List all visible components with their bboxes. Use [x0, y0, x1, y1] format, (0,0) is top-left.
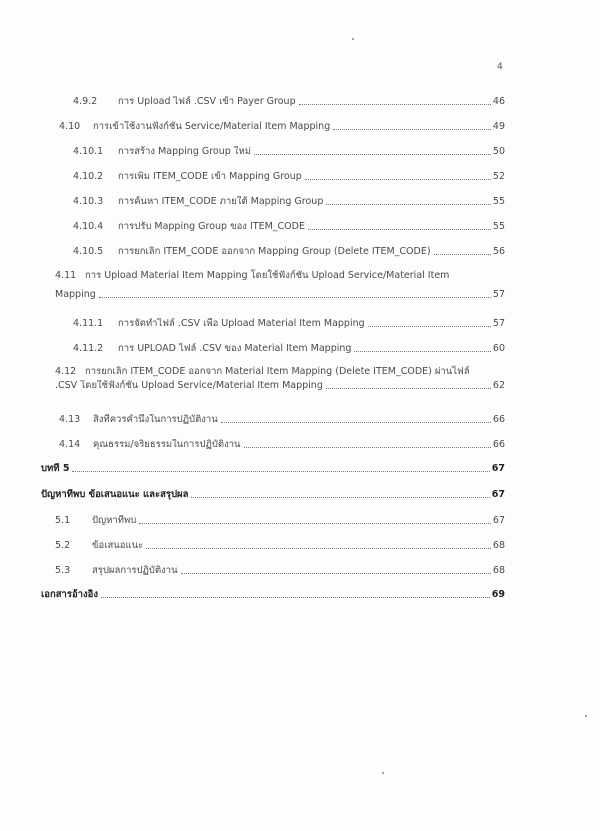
dot-leader	[139, 523, 491, 524]
toc-entry-number: 4.14	[59, 439, 81, 450]
toc-entry-number: 4.10.2	[73, 171, 104, 182]
toc-entry	[41, 463, 505, 475]
scan-speck	[352, 38, 354, 40]
toc-entry	[55, 364, 505, 392]
toc-entry-title: การปรับ Mapping Group ของ ITEM_CODE	[118, 221, 305, 232]
toc-entry-number: 4.10.4	[73, 221, 104, 232]
dot-leader	[254, 154, 491, 155]
toc-entry-page: 69	[491, 589, 505, 600]
toc-entry-page: 55	[492, 196, 505, 207]
toc-entry	[59, 414, 505, 426]
toc-entry	[73, 196, 505, 208]
toc-entry-page: 50	[492, 146, 505, 157]
toc-entry-title: การยกเลิก ITEM_CODE ออกจาก Mapping Group (Delete ITEM_CODE)	[118, 246, 431, 257]
toc-chapter-title: บทที่ 5	[41, 463, 70, 474]
toc-entry-page: 46	[492, 96, 505, 107]
dot-leader	[305, 179, 491, 180]
toc-entry-number: 5.1	[55, 515, 71, 526]
toc-entry-title: การ UPLOAD ไฟล์ .CSV ของ Material Item Mapping	[118, 343, 352, 354]
toc-entry-number: 4.10.3	[73, 196, 104, 207]
toc-entry-page: 57	[492, 289, 505, 300]
toc-entry	[41, 489, 505, 501]
toc-entry-title: ปัญหาที่พบ	[92, 515, 137, 526]
toc-entry	[55, 268, 505, 301]
toc-entry-title-line-1: การ Upload Material Item Mapping โดยใช้ฟังก์ชัน Upload Service/Material Item	[85, 270, 450, 281]
toc-entry-title: ข้อเสนอแนะ	[92, 540, 144, 551]
dot-leader	[72, 471, 489, 472]
toc-entry-number: 4.13	[59, 414, 81, 425]
toc-entry-title: การเพิ่ม ITEM_CODE เข้า Mapping Group	[118, 171, 302, 182]
toc-entry-number: 4.10.1	[73, 146, 104, 157]
dot-leader	[333, 129, 491, 130]
toc-entry-number: 5.2	[55, 540, 71, 551]
scan-speck	[585, 715, 587, 717]
toc-entry	[59, 121, 505, 133]
toc-entry-page: 68	[492, 540, 505, 551]
toc-entry	[55, 515, 505, 527]
toc-entry-page: 52	[492, 171, 505, 182]
scan-speck	[382, 772, 384, 774]
toc-entry-title: คุณธรรม/จริยธรรมในการปฏิบัติงาน	[93, 439, 241, 450]
toc-entry	[73, 96, 505, 108]
dot-leader	[368, 326, 491, 327]
toc-entry-number: 4.12	[55, 366, 77, 377]
toc-entry-title: การจัดทำไฟล์ .CSV เพื่อ Upload Material Item Mapping	[118, 318, 365, 329]
dot-leader	[146, 548, 491, 549]
toc-entry-title: การค้นหา ITEM_CODE ภายใต้ Mapping Group	[118, 196, 324, 207]
toc-entry-number: 4.9.2	[73, 96, 98, 107]
toc-entry-number: 5.3	[55, 565, 71, 576]
toc-entry	[73, 343, 505, 355]
dot-leader	[101, 597, 490, 598]
dot-leader	[221, 422, 491, 423]
toc-entry-page: 66	[492, 414, 505, 425]
toc-entry	[55, 565, 505, 577]
toc-entry	[73, 171, 505, 183]
toc-entry-page: 68	[492, 565, 505, 576]
toc-entry	[55, 540, 505, 552]
toc-entry-title-line-2: Mapping	[55, 289, 96, 300]
toc-entry	[59, 439, 505, 451]
toc-entry-number: 4.10	[59, 121, 81, 132]
toc-entry-page: 67	[491, 489, 505, 500]
toc-entry-title: การเข้าใช้งานฟังก์ชัน Service/Material Item Mapping	[93, 121, 331, 132]
toc-entry-title: สิ่งที่ควรคำนึงในการปฏิบัติงาน	[93, 414, 218, 425]
dot-leader	[326, 388, 491, 389]
toc-entry-number: 4.11.2	[73, 343, 104, 354]
toc-entry-page: 49	[492, 121, 505, 132]
toc-chapter-title: ปัญหาที่พบ ข้อเสนอแนะ และสรุปผล	[41, 489, 189, 500]
page-number: 4	[497, 62, 503, 72]
dot-leader	[299, 104, 491, 105]
toc-entry	[73, 146, 505, 158]
toc-entry-page: 57	[492, 318, 505, 329]
toc-entry-page: 66	[492, 439, 505, 450]
toc-entry-page: 55	[492, 221, 505, 232]
toc-entry-title-line-1: การยกเลิก ITEM_CODE ออกจาก Material Item Mapping (Delete ITEM_CODE) ผ่านไฟล์	[85, 366, 470, 377]
dot-leader	[354, 351, 490, 352]
toc-entry-title: การ Upload ไฟล์ .CSV เข้า Payer Group	[118, 96, 296, 107]
dot-leader	[326, 204, 491, 205]
toc-entry-page: 60	[492, 343, 505, 354]
toc-entry-page: 67	[491, 463, 505, 474]
toc-entry-title: การสร้าง Mapping Group ใหม่	[118, 146, 251, 157]
toc-entry-page: 62	[492, 380, 505, 391]
toc-entry	[41, 589, 505, 601]
toc-entry-page: 67	[492, 515, 505, 526]
toc-entry-title-line-2: .CSV โดยใช้ฟังก์ชัน Upload Service/Material Item Mapping	[55, 380, 323, 391]
toc-entry-number: 4.11.1	[73, 318, 104, 329]
toc-entry	[73, 221, 505, 233]
toc-entry-page: 56	[492, 246, 505, 257]
dot-leader	[181, 573, 491, 574]
dot-leader	[434, 254, 491, 255]
toc-entry-number: 4.11	[55, 270, 77, 281]
toc-chapter-title: เอกสารอ้างอิง	[41, 589, 98, 600]
dot-leader	[191, 497, 489, 498]
toc-entry-number: 4.10.5	[73, 246, 104, 257]
toc-entry	[73, 318, 505, 330]
toc-entry	[73, 246, 505, 258]
toc-entry-title: สรุปผลการปฏิบัติงาน	[92, 565, 178, 576]
dot-leader	[308, 229, 491, 230]
dot-leader	[99, 297, 491, 298]
dot-leader	[244, 447, 491, 448]
